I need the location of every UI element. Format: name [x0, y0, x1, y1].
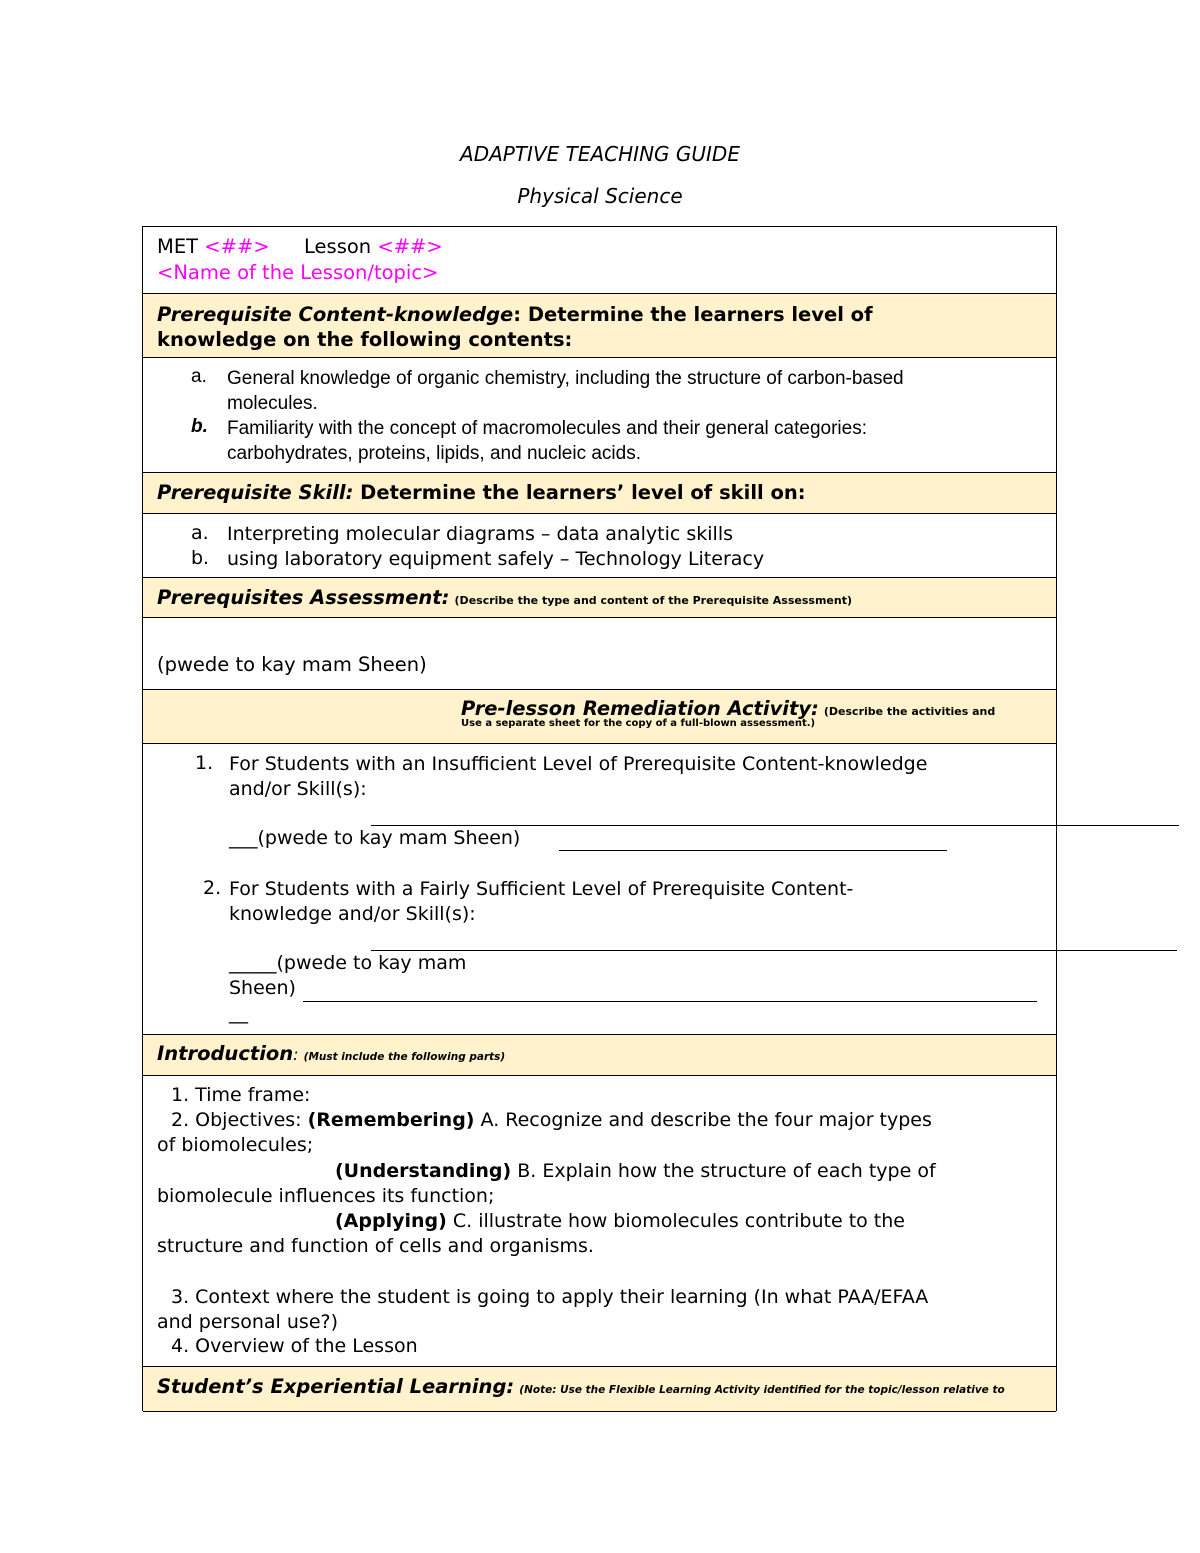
met-label: MET — [157, 235, 199, 258]
teaching-guide-table — [142, 226, 1057, 1411]
intro-overview: 4. Overview of the Lesson — [171, 1335, 418, 1357]
prereq-assessment-heading — [157, 586, 1046, 609]
introduction-title: Introduction — [157, 1042, 294, 1065]
answer-line — [371, 950, 1177, 951]
list-marker: b. — [191, 416, 208, 437]
prereq-content-rest2: knowledge on the following contents: — [157, 328, 573, 351]
introduction-colon: : — [293, 1045, 299, 1064]
list-marker: 1. — [195, 752, 214, 774]
list-marker: b. — [191, 547, 210, 569]
experiential-header — [143, 1367, 1056, 1412]
list-text: Familiarity with the concept of macromolecules and their general categories: carbohydrates, proteins, lipids, and nucleic acids. — [227, 418, 867, 464]
remediation-item-2-text: For Students with a Fairly Sufficient Level of Prerequisite Content- knowledge and/or Skill(s): — [229, 878, 854, 925]
experiential-title: Student’s Experiential Learning: — [157, 1375, 515, 1398]
remediation-answer-2a: _____(pwede to kay mam — [229, 952, 467, 974]
prereq-skill-header — [143, 473, 1056, 514]
remediation-title: Pre-lesson Remediation Activity: — [461, 697, 819, 720]
prereq-content-heading — [157, 302, 1046, 352]
document-subject: Physical Science — [517, 184, 683, 208]
introduction-header — [143, 1035, 1056, 1076]
document-title: ADAPTIVE TEACHING GUIDE — [460, 142, 740, 166]
prereq-skill-title: Prerequisite Skill: — [157, 481, 354, 504]
prereq-content-header — [143, 294, 1056, 358]
list-text: General knowledge of organic chemistry, including the structure of carbon-based molecules. — [227, 368, 904, 414]
introduction-body — [143, 1076, 1056, 1367]
experiential-heading — [157, 1375, 1046, 1398]
remediation-answer-2c: __ — [229, 1002, 248, 1024]
list-marker: a. — [191, 366, 207, 387]
answer-line — [559, 850, 947, 851]
lesson-topic: <Name of the Lesson/topic> — [157, 261, 439, 284]
met-lesson-line — [157, 235, 1046, 258]
objective-level: (Remembering) — [307, 1109, 475, 1131]
list-text: For Students with an Insufficient Level of Prerequisite Content-knowledge and/or Skill(s): — [229, 753, 928, 800]
prereq-content-rest: : Determine the learners level of — [513, 303, 873, 326]
introduction-heading — [157, 1042, 1046, 1065]
prereq-content-body — [143, 358, 1056, 473]
prereq-skill-rest: Determine the learners’ level of skill on: — [353, 481, 806, 504]
intro-time-frame: 1. Time frame: — [171, 1084, 311, 1106]
remediation-header — [143, 690, 1056, 744]
remediation-note-2: Use a separate sheet for the copy of a full-blown assessment.) — [461, 718, 816, 729]
introduction-note: (Must include the following parts) — [303, 1051, 506, 1063]
objective-level: (Applying) — [335, 1210, 447, 1232]
remediation-answer-1: ___(pwede to kay mam Sheen) — [229, 827, 521, 849]
intro-objective-2-cont: biomolecule influences its function; — [157, 1185, 495, 1207]
prereq-assessment-note: (Describe the type and content of the Prerequisite Assessment) — [454, 594, 852, 607]
lesson-value: <##> — [377, 235, 443, 258]
objective-level: (Understanding) — [335, 1160, 512, 1182]
list-text: using laboratory equipment safely – Technology Literacy — [227, 548, 765, 570]
lesson-label: Lesson — [304, 235, 372, 258]
remediation-note: (Describe the activities and — [823, 705, 996, 718]
intro-context: 3. Context where the student is going to apply their learning (In what PAA/EFAA — [171, 1286, 929, 1308]
met-value: <##> — [204, 235, 270, 258]
intro-objective-1-cont: of biomolecules; — [157, 1134, 314, 1156]
list-marker: a. — [191, 522, 209, 544]
prereq-content-title: Prerequisite Content-knowledge — [157, 303, 514, 326]
lesson-row — [143, 227, 1056, 294]
answer-line — [371, 825, 1179, 826]
experiential-note: (Note: Use the Flexible Learning Activity identified for the topic/lesson relative to — [519, 1384, 1005, 1396]
intro-context-cont: and personal use?) — [157, 1311, 339, 1333]
prereq-skill-heading — [157, 481, 1046, 504]
intro-objective-2: (Understanding) B. Explain how the structure of each type of — [335, 1160, 936, 1182]
list-text: Interpreting molecular diagrams – data analytic skills — [227, 523, 733, 545]
prereq-assessment-title: Prerequisites Assessment: — [157, 586, 450, 609]
intro-objectives-line: 2. Objectives: (Remembering) A. Recognize and describe the four major types — [171, 1109, 932, 1131]
prereq-skill-body — [143, 514, 1056, 578]
intro-objective-3: (Applying) C. illustrate how biomolecules contribute to the — [335, 1210, 905, 1232]
prereq-assessment-header — [143, 578, 1056, 618]
remediation-heading — [461, 697, 1051, 729]
remediation-answer-2b: Sheen) — [229, 977, 296, 999]
prereq-assessment-text: (pwede to kay mam Sheen) — [157, 653, 427, 676]
prereq-assessment-body — [143, 618, 1056, 690]
list-marker: 2. — [203, 877, 222, 899]
remediation-body — [143, 744, 1056, 1035]
intro-objective-3-cont: structure and function of cells and organisms. — [157, 1235, 594, 1257]
answer-line — [303, 1001, 1037, 1002]
